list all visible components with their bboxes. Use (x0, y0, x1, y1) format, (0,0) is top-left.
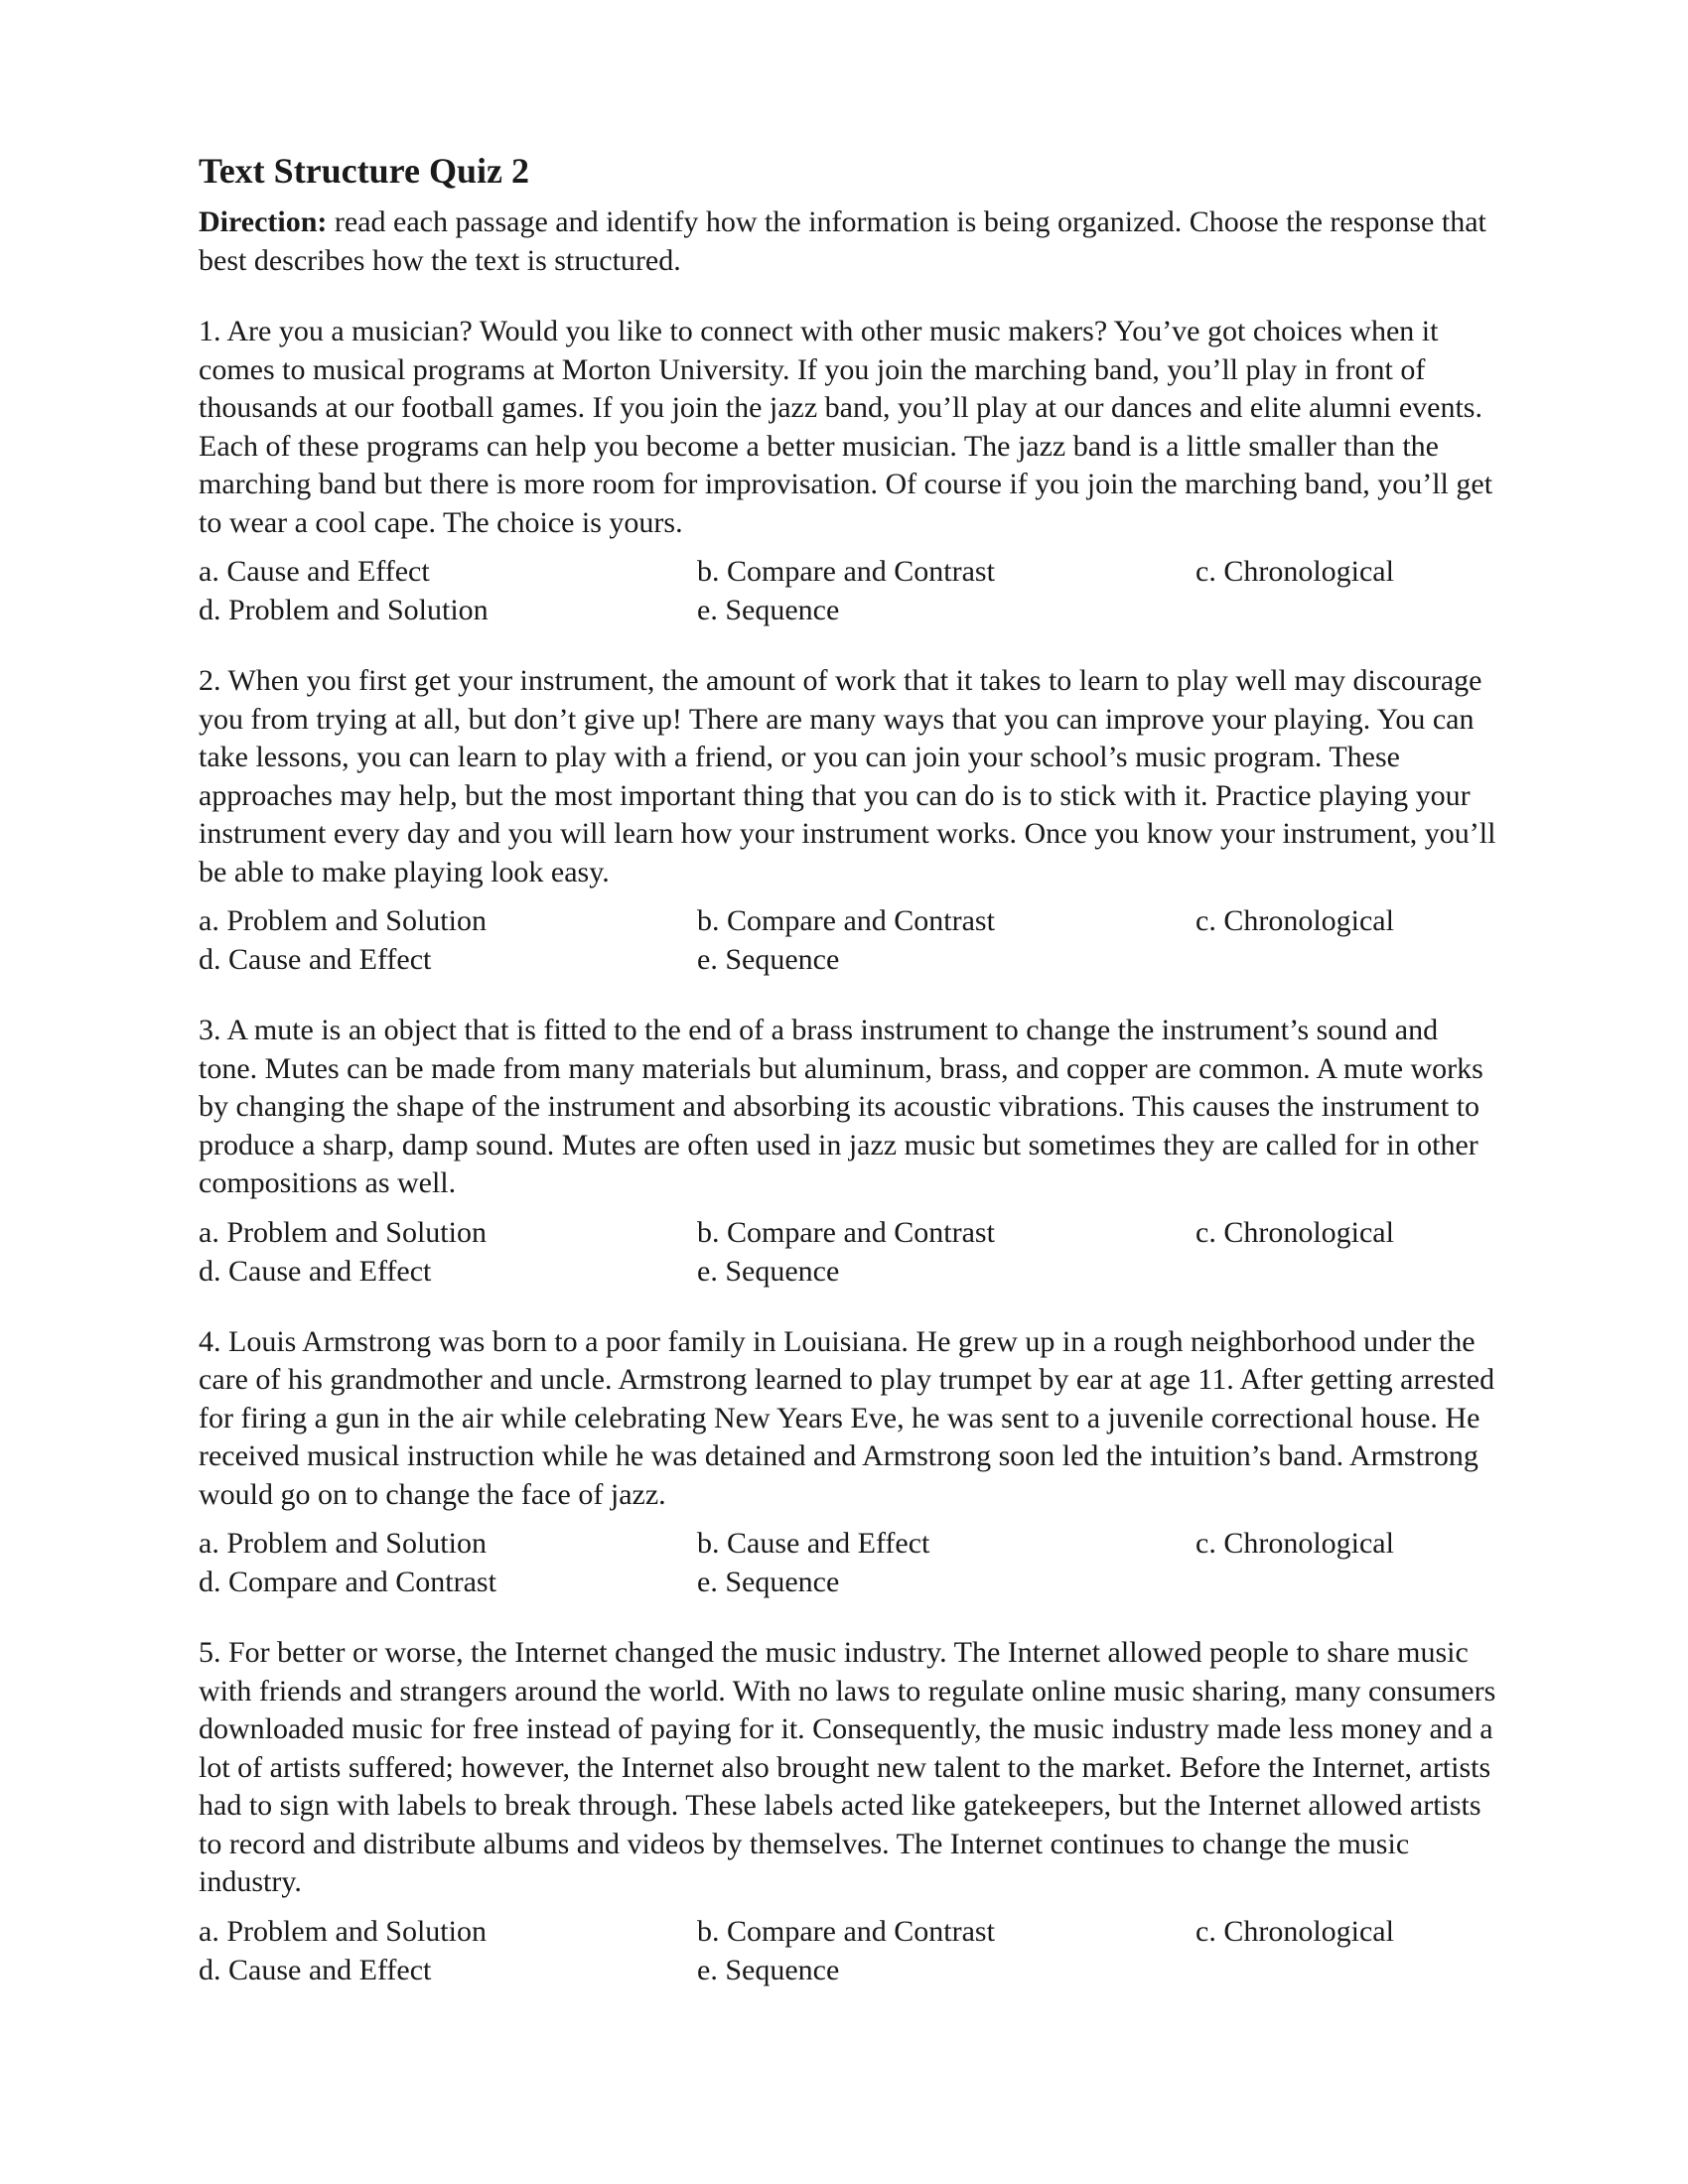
choice-a: a. Problem and Solution (199, 1215, 487, 1249)
question-passage: 3. A mute is an object that is fitted to the end of a brass instrument to change the instrument’s sound and tone. Mutes can be made from many materials but aluminum, brass, and copper are common. A mute works by changing the shape of the instrument and absorbing its acoustic vibrations. This causes the instrument to produce a sharp, damp sound. Mutes are often used in jazz music but sometimes they are called for in other compositions as well. (199, 1014, 1483, 1199)
directions-text: read each passage and identify how the information is being organized. Choose the response that best describes how the text is structured. (199, 205, 1486, 277)
choice-c: c. Chronological (1196, 904, 1394, 937)
choice-b: b. Compare and Contrast (697, 1914, 995, 1948)
choice-e: e. Sequence (697, 594, 840, 626)
choice-a: a. Problem and Solution (199, 904, 487, 937)
choice-a: a. Cause and Effect (199, 555, 430, 588)
answer-choices (199, 1213, 1499, 1291)
question-2 (199, 662, 1499, 979)
choice-e: e. Sequence (697, 1953, 840, 1986)
choice-d: d. Compare and Contrast (199, 1566, 496, 1598)
choice-d: d. Problem and Solution (199, 594, 489, 626)
answer-choices (199, 1912, 1499, 1989)
question-4 (199, 1323, 1499, 1602)
question-3 (199, 1012, 1499, 1291)
answer-choices (199, 901, 1499, 979)
quiz-page (199, 149, 1499, 2022)
choice-a: a. Problem and Solution (199, 1914, 487, 1948)
choice-b: b. Compare and Contrast (697, 555, 995, 588)
choice-c: c. Chronological (1196, 1215, 1394, 1249)
question-1 (199, 313, 1499, 629)
question-passage: 1. Are you a musician? Would you like to connect with other music makers? You’ve got choices when it comes to musical programs at Morton University. If you join the marching band, you’ll play in front of thousands at our football games. If you join the jazz band, you’ll play at our dances and elite alumni events. Each of these programs can help you become a better musician. The jazz band is a little smaller than the marching band but there is more room for improvisation. Of course if you join the marching band, you’ll get to wear a cool cape. The choice is yours. (199, 315, 1493, 539)
question-5 (199, 1634, 1499, 1989)
question-passage: 5. For better or worse, the Internet changed the music industry. The Internet allowed people to share music with friends and strangers around the world. With no laws to regulate online music sharing, many consumers downloaded music for free instead of paying for it. Consequently, the music industry made less money and a lot of artists suffered; however, the Internet also brought new talent to the market. Before the Internet, artists had to sign with labels to break through. These labels acted like gatekeepers, but the Internet allowed artists to record and distribute albums and videos by themselves. The Internet continues to change the music industry. (199, 1636, 1496, 1898)
choice-d: d. Cause and Effect (199, 1254, 432, 1288)
page-title: Text Structure Quiz 2 (199, 151, 529, 191)
choice-a: a. Problem and Solution (199, 1527, 487, 1560)
directions-label: Direction: (199, 205, 328, 238)
question-passage: 2. When you first get your instrument, the amount of work that it takes to learn to play well may discourage you from trying at all, but don’t give up! There are many ways that you can improve your playing. You can take lessons, you can learn to play with a friend, or you can join your school’s music program. These approaches may help, but the most important thing that you can do is to stick with it. Practice playing your instrument every day and you will learn how your instrument works. Once you know your instrument, you’ll be able to make playing look easy. (199, 664, 1496, 888)
answer-choices (199, 552, 1499, 629)
choice-c: c. Chronological (1196, 1527, 1394, 1560)
choice-c: c. Chronological (1196, 555, 1394, 588)
answer-choices (199, 1524, 1499, 1601)
choice-d: d. Cause and Effect (199, 943, 432, 976)
choice-e: e. Sequence (697, 1566, 840, 1598)
choice-b: b. Compare and Contrast (697, 1215, 995, 1249)
choice-b: b. Compare and Contrast (697, 904, 995, 937)
choice-e: e. Sequence (697, 1254, 840, 1288)
directions (199, 203, 1499, 280)
question-passage: 4. Louis Armstrong was born to a poor family in Louisiana. He grew up in a rough neighborhood under the care of his grandmother and uncle. Armstrong learned to play trumpet by ear at age 11. After getting arrested for firing a gun in the air while celebrating New Years Eve, he was sent to a juvenile correctional house. He received musical instruction while he was detained and Armstrong soon led the intuition’s band. Armstrong would go on to change the face of jazz. (199, 1324, 1495, 1511)
choice-b: b. Cause and Effect (697, 1527, 930, 1560)
choice-d: d. Cause and Effect (199, 1953, 432, 1986)
choice-c: c. Chronological (1196, 1914, 1394, 1948)
choice-e: e. Sequence (697, 943, 840, 976)
